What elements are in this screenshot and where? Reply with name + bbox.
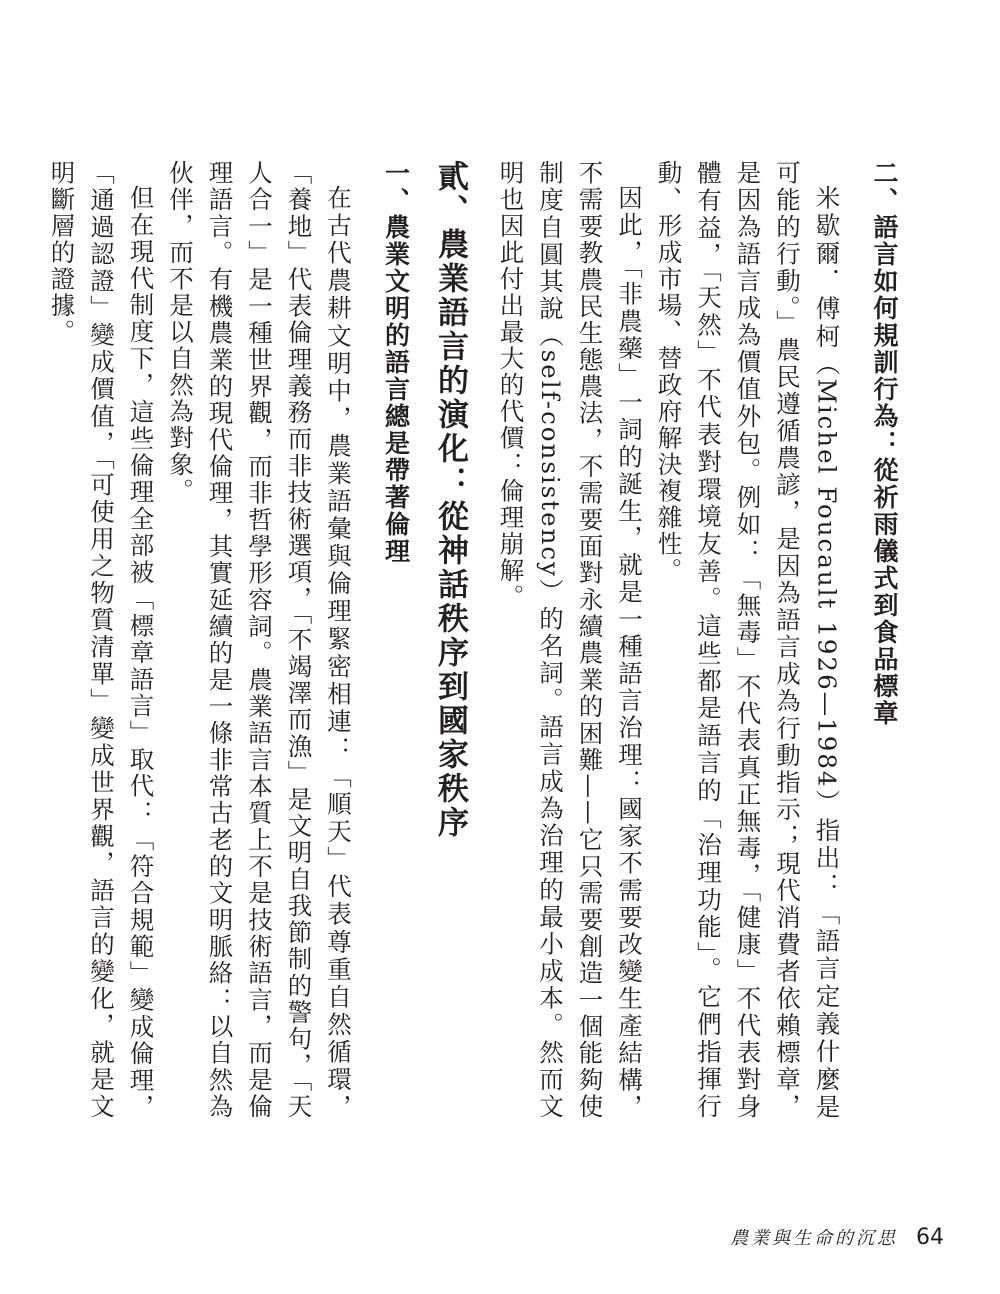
section-two-paragraph-1: 米歇爾．傅柯（Michel Foucault 1926—1984）指出：「語言定義什麼是可能的行動。」農民遵循農諺，是因為語言成為行動指示；現代消費者依賴標章，是因為語言成為價值外包。例如：「無毒」不代表真正無毒，「健康」不代表對身體有益，「天然」不代表對環境友善。這些都是語言的「治理功能」。它們指揮行動、形成市場、替政府解決複雜性。 — [654, 160, 842, 1120]
page-footer — [730, 1224, 944, 1250]
chapter-two-heading: 貳、農業語言的演化：從神話秩序到國家秩序 — [432, 160, 468, 840]
section-one-paragraph-2: 但在現代制度下，這些倫理全部被「標章語言」取代：「符合規範」變成倫理，「通過認證」變成價值，「可使用之物質清單」變成世界觀，語言的變化，就是文明斷層的證據。 — [47, 160, 156, 1120]
section-two-paragraph-2: 因此，「非農藥」一詞的誕生，就是一種語言治理：國家不需要改變生產結構，不需要教農民生態農法，不需要面對永續農業的困難——它只需要創造一個能夠使制度自圓其說（self-consistency）的名詞。語言成為治理的最小成本。然而文明也因此付出最大的代價：倫理崩解。 — [496, 160, 644, 1120]
page-number: 64 — [916, 1225, 944, 1250]
section-one-heading: 一、農業文明的語言總是帶著倫理 — [381, 160, 411, 565]
running-footer-title: 農業與生命的沉思 — [730, 1228, 898, 1249]
section-two-heading: 二、語言如何規訓行為：從祈雨儀式到食品標章 — [870, 160, 899, 727]
section-one-paragraph-1: 在古代農耕文明中，農業語彙與倫理緊密相連：「順天」代表尊重自然循環，「養地」代表倫理義務而非技術選項，「不竭澤而漁」是文明自我節制的警句，「天人合一」是一種世界觀，而非哲學形容詞。農業語言本質上不是技術語言，而是倫理語言。有機農業的現代倫理，其實延續的是一條非常古老的文明脈絡：以自然為伙伴，而不是以自然為對象。 — [166, 160, 353, 1120]
vertical-text-body — [42, 160, 904, 1120]
